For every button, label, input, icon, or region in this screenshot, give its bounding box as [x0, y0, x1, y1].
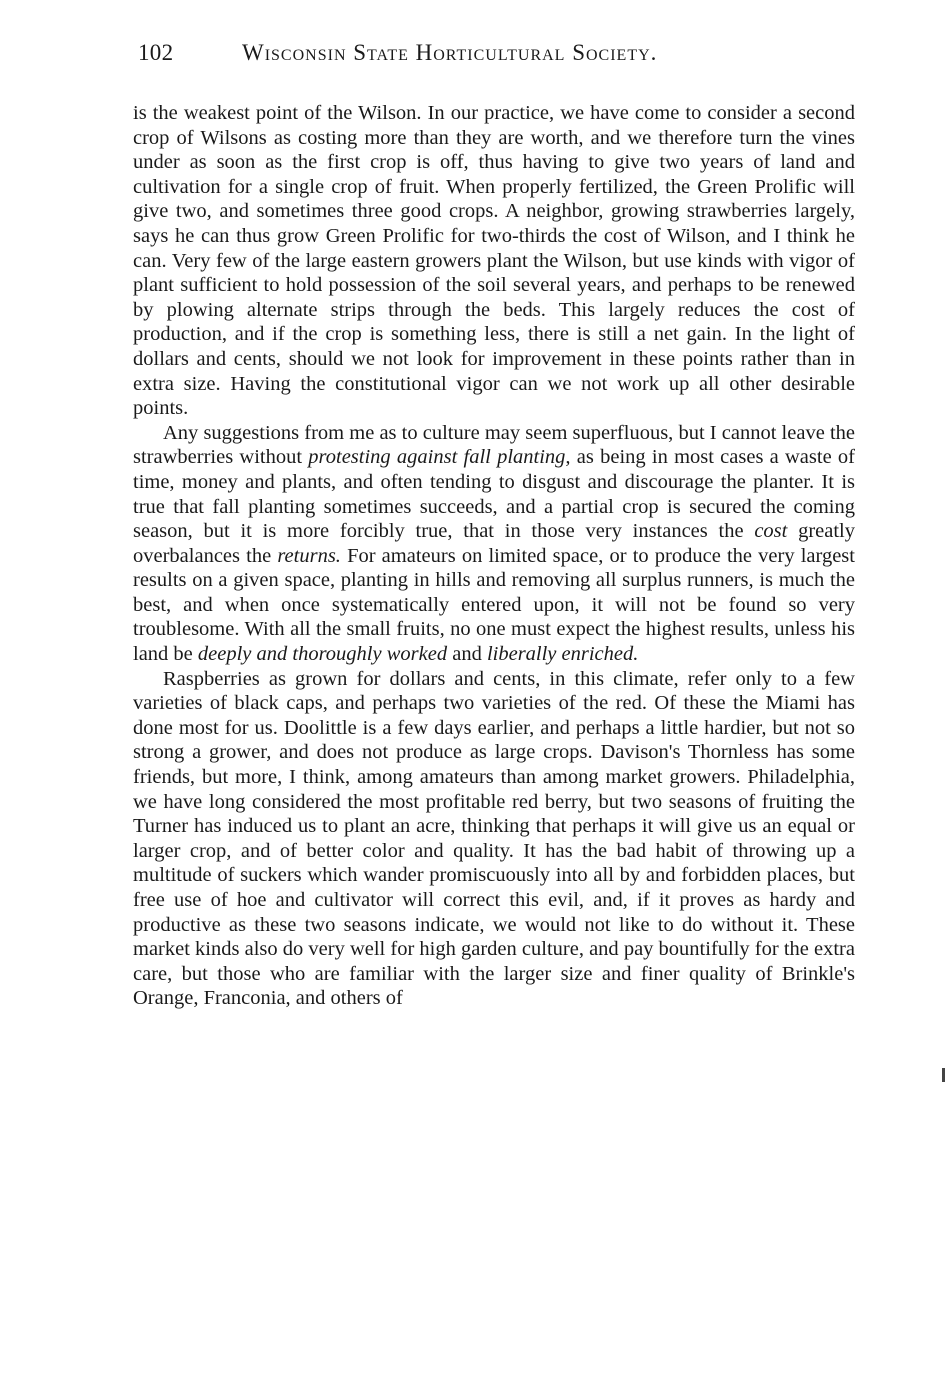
- body-text: [133, 101, 855, 1011]
- text-span: as being in most cases a waste of time, money and plants, and often tending to disgust and discourage the planter. It is true that fall planting sometimes succeeds, and a partial crop is secured the coming season, but it is more forcibly true, that in those very instances the: [133, 446, 855, 543]
- italic-phrase: returns.: [277, 544, 341, 567]
- paragraph-culture: [133, 421, 855, 667]
- italic-phrase: liberally enriched.: [486, 643, 639, 666]
- paragraph-wilson: is the weakest point of the Wilson. In our practice, we have come to consider a second crop of Wilsons as costing more than they are worth, and we therefore turn the vines under as soon as the first crop is off, thus having to give two years of land and cultivation for a single crop of fruit. When properly fertilized, the Green Prolific will give two, and sometimes three good crops. A neighbor, growing strawberries largely, says he can thus grow Green Prolific for two-thirds the cost of Wilson, and I think he can. Very few of the large eastern growers plant the Wilson, but use kinds with vigor of plant sufficient to hold possession of the soil several years, and perhaps to be renewed by plowing alternate strips through the beds. This largely reduces the cost of production, and if the crop is something less, there is still a net gain. In the light of dollars and cents, should we not look for improvement in these points rather than in extra size. Having the constitutional vigor can we not work up all other desirable points.: [133, 102, 855, 420]
- paragraph-raspberries: Raspberries as grown for dollars and cents, in this climate, refer only to a few varieties of black caps, and perhaps two varieties of the red. Of these the Miami has done most for us. Doolittle is a few days earlier, and perhaps a little hardier, but not so strong a grower, and does not produce as large crops. Davison's Thornless has some friends, but more, I think, among amateurs than among market growers. Philadelphia, we have long considered the most profitable red berry, but two seasons of fruiting the Turner has induced us to plant an acre, thinking that perhaps it will give us an equal or larger crop, and of better color and quality. It has the bad habit of throwing up a multitude of suckers which wander promiscuously into all by and forbidden places, but free use of hoe and cultivator will correct this evil, and, if it proves as hardy and productive as these two seasons indicate, we would not like to do without it. These market kinds also do very well for high garden culture, and pay bountifully for the extra care, but those who are familiar with the larger size and finer quality of Brinkle's Orange, Franconia, and others of: [133, 667, 855, 1010]
- text-span: For amateurs on limited space, or to produce the very largest results on a given space, planting in hills and removing all surplus runners, is much the best, and when once systematically entered upon, it will not be found so very troublesome. With all the small fruits, no one must expect the highest results, unless his land be: [133, 544, 855, 666]
- page-header: [138, 40, 778, 70]
- page-number: 102: [138, 40, 174, 65]
- italic-phrase: cost: [754, 520, 788, 543]
- italic-phrase: protesting against fall planting,: [308, 446, 571, 469]
- text-span: greatly overbalances the: [133, 520, 856, 567]
- italic-phrase: deeply and thoroughly worked: [197, 643, 448, 666]
- text-span: and: [447, 643, 487, 666]
- text-span: Any suggestions from me as to culture may seem superfluous, but I cannot leave the strawberries without: [133, 421, 855, 469]
- running-title: Wisconsin State Horticultural Society.: [242, 40, 658, 65]
